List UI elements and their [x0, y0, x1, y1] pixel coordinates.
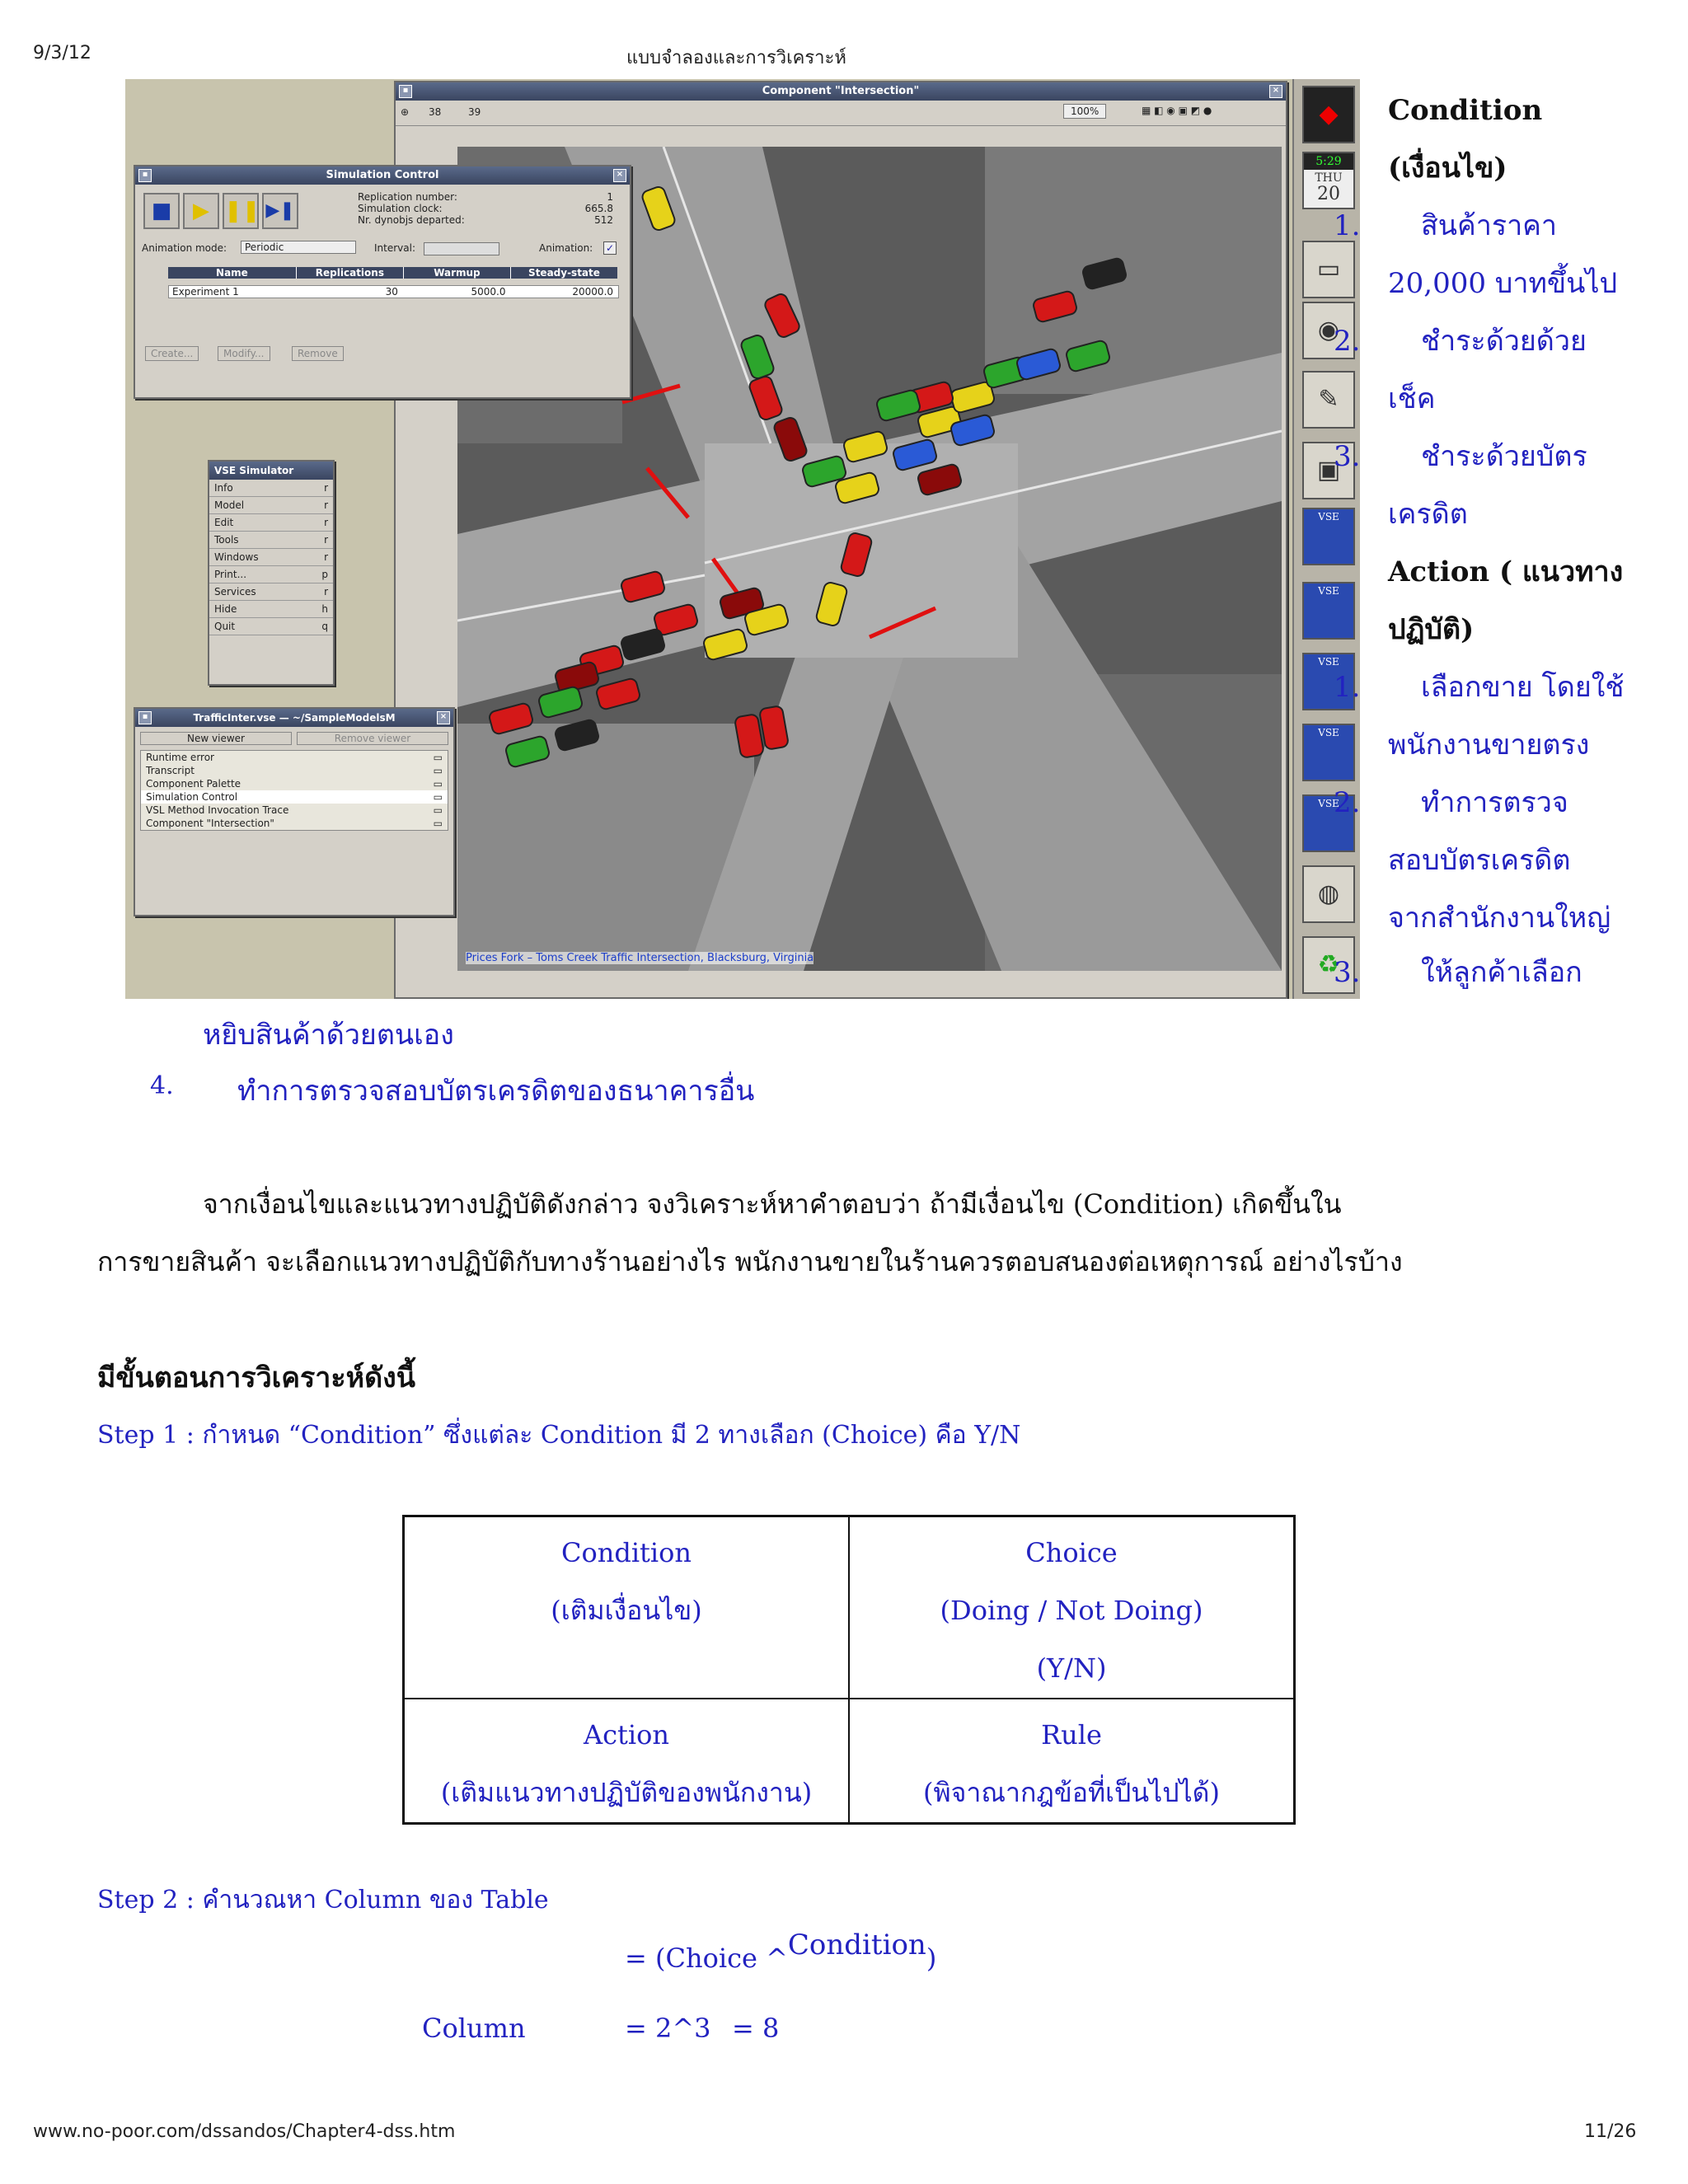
vse-menu-item[interactable]: Tools r — [209, 532, 333, 549]
interval-slider[interactable] — [424, 242, 499, 255]
zoom-select[interactable]: 100% — [1063, 104, 1106, 119]
component-toolbar — [396, 101, 1286, 126]
vse-menu-item[interactable]: Model r — [209, 497, 333, 514]
remove-button[interactable]: Remove — [292, 346, 344, 361]
vse-menu-item[interactable]: Hide h — [209, 601, 333, 618]
traffic-window-title: TrafficInter.vse — ~/SampleModelsM — [193, 712, 396, 724]
action2-num: 2. — [1334, 786, 1361, 819]
cond1-num: 1. — [1334, 209, 1361, 242]
action2-cont: สอบบัตรเครดิต — [1388, 844, 1571, 877]
animation-mode-label: Animation mode: — [142, 242, 227, 254]
experiments-table-header: Name Replications Warmup Steady-state — [168, 267, 617, 279]
notepad-icon[interactable]: ✎ — [1302, 371, 1355, 429]
column-expression: = 2^3 — [625, 2013, 711, 2044]
table-row[interactable]: Experiment 1 30 5000.0 20000.0 — [168, 285, 619, 298]
cond2-cont: เช็ค — [1388, 382, 1436, 415]
steps-heading: มีขั้นตอนการวิเคราะห์ดังนี้ — [97, 1361, 415, 1394]
list-item[interactable]: Transcript ▭ — [146, 765, 443, 776]
vse-menu-item[interactable]: Print... p — [209, 566, 333, 583]
vse-simulator-menu — [208, 460, 335, 686]
vse-tool-1-icon[interactable]: VSE — [1302, 508, 1355, 565]
paragraph-line1: จากเงื่อนไขและแนวทางปฏิบัติดังกล่าว จงวิเคราะห์หาคำตอบว่า ถ้ามีเงื่อนไข (Condition) เกิดขึ้นใน — [203, 1188, 1342, 1220]
toolbar-icons[interactable]: ▦ ◧ ◉ ▣ ◩ ● — [1142, 105, 1212, 116]
traffic-inter-window — [134, 707, 455, 916]
remove-viewer-button[interactable]: Remove viewer — [297, 732, 448, 745]
cond3-num: 3. — [1334, 440, 1361, 473]
animation-label: Animation: — [539, 242, 593, 254]
close-icon[interactable]: × — [613, 169, 626, 182]
vse-menu-items — [209, 480, 333, 635]
window-menu-icon[interactable]: ▪ — [138, 711, 152, 724]
vse-menu-item[interactable]: Info r — [209, 480, 333, 497]
column-label: Column — [422, 2013, 526, 2044]
animation-checkbox[interactable]: ✓ — [603, 241, 617, 255]
condition-cell: Condition (เติมเงื่อนไข) — [404, 1516, 850, 1699]
condition-table — [402, 1515, 1296, 1825]
step-button[interactable]: ▶❚ — [262, 193, 298, 229]
stop-button[interactable]: ■ — [143, 193, 180, 229]
coord-y: 39 — [468, 106, 481, 118]
paragraph-line2: การขายสินค้า จะเลือกแนวทางปฏิบัติกับทางร้านอย่างไร พนักงานขายในร้านควรตอบสนองต่อเหตุการณ์ อย่างไรบ้าง — [97, 1246, 1403, 1277]
vse-menu-item[interactable]: Edit r — [209, 514, 333, 532]
map-caption: Prices Fork – Toms Creek Traffic Intersection, Blacksburg, Virginia — [466, 952, 814, 964]
vse-tool-4-icon[interactable]: VSE — [1302, 724, 1355, 781]
step2-text: Step 2 : คำนวณหา Column ของ Table — [97, 1886, 549, 1915]
action-cell: Action (เติมแนวทางปฏิบัติของพนักงาน) — [404, 1699, 850, 1824]
eye-icon[interactable]: ◉ — [1302, 302, 1355, 359]
list-item[interactable]: Component "Intersection" ▭ — [146, 818, 443, 829]
window-menu-icon[interactable]: ▪ — [399, 85, 412, 98]
clock-icon[interactable]: 5:29 THU 20 — [1302, 152, 1355, 209]
vse-tool-2-icon[interactable]: VSE — [1302, 582, 1355, 640]
item4-text: ทำการตรวจสอบบัตรเครดิตของธนาคารอื่น — [237, 1075, 755, 1108]
nextstep-cube-icon[interactable]: ◆ — [1302, 86, 1355, 143]
terminal-icon[interactable]: ▭ — [1302, 241, 1355, 298]
cond1-cont: 20,000 บาทขึ้นไป — [1388, 267, 1618, 300]
list-item[interactable]: Component Palette ▭ — [146, 778, 443, 790]
column-result: = 8 — [732, 2013, 780, 2044]
rule-cell: Rule (พิจาณากฎข้อที่เป็นไปได้) — [849, 1699, 1295, 1824]
close-icon[interactable]: × — [1269, 85, 1282, 98]
coord-x: 38 — [429, 106, 442, 118]
pause-button[interactable]: ❚❚ — [223, 193, 259, 229]
page-title: แบบจำลองและการวิเคราะห์ — [626, 48, 846, 68]
action3-num: 3. — [1334, 956, 1361, 989]
monitor-icon[interactable]: ▣ — [1302, 442, 1355, 499]
condition-heading: Condition — [1388, 94, 1543, 127]
list-item[interactable]: Runtime error ▭ — [146, 752, 443, 763]
vse-tool-5-icon[interactable]: VSE — [1302, 794, 1355, 852]
recycle-icon[interactable]: ♻ — [1302, 936, 1355, 994]
new-viewer-button[interactable]: New viewer — [140, 732, 292, 745]
snap-icon[interactable]: ⊕ — [401, 106, 410, 118]
vse-menu-title: VSE Simulator — [209, 462, 333, 480]
vse-menu-item[interactable]: Windows r — [209, 549, 333, 566]
traffic-item-list — [140, 750, 448, 831]
cond3-text: ชำระด้วยบัตร — [1421, 440, 1587, 473]
close-icon[interactable]: × — [437, 711, 450, 724]
simulation-control-window — [134, 165, 631, 399]
page-number: 11/26 — [1584, 2121, 1637, 2142]
step1-text: Step 1 : กำหนด “Condition” ซึ่งแต่ละ Condition มี 2 ทางเลือก (Choice) คือ Y/N — [97, 1421, 1021, 1450]
action-heading: Action ( แนวทาง — [1388, 555, 1624, 588]
action3-cont: หยิบสินค้าด้วยตนเอง — [203, 1019, 454, 1052]
cond2-text: ชำระด้วยด้วย — [1421, 325, 1587, 358]
animation-mode-select[interactable]: Periodic — [241, 241, 356, 254]
cond2-num: 2. — [1334, 325, 1361, 358]
simulation-screenshot — [125, 79, 1360, 999]
action3-text: ให้ลูกค้าเลือก — [1421, 956, 1582, 989]
action1-num: 1. — [1334, 671, 1361, 704]
action-subheading: ปฏิบัติ) — [1388, 613, 1475, 646]
simulation-control-title: Simulation Control — [326, 169, 439, 181]
play-button[interactable]: ▶ — [183, 193, 219, 229]
cond1-text: สินค้าราคา — [1421, 209, 1558, 242]
vse-tool-3-icon[interactable]: VSE — [1302, 653, 1355, 710]
component-window-title: Component "Intersection" — [762, 85, 920, 97]
vse-menu-item[interactable]: Quit q — [209, 618, 333, 635]
window-menu-icon[interactable]: ▪ — [138, 169, 152, 182]
cond3-cont: เครดิต — [1388, 498, 1468, 531]
action1-text: เลือกขาย โดยใช้ — [1421, 671, 1625, 704]
create-button[interactable]: Create... — [145, 346, 199, 361]
action1-cont: พนักงานขายตรง — [1388, 729, 1590, 762]
list-item[interactable]: VSL Method Invocation Trace ▭ — [146, 804, 443, 816]
vse-menu-item[interactable]: Services r — [209, 583, 333, 601]
list-item[interactable]: Simulation Control ▭ — [141, 790, 448, 804]
interval-label: Interval: — [374, 242, 415, 254]
footer-url[interactable]: www.no-poor.com/dssandos/Chapter4-dss.htm — [33, 2121, 456, 2142]
globe-icon[interactable]: ◍ — [1302, 865, 1355, 923]
action2-text: ทำการตรวจ — [1421, 786, 1568, 819]
choice-cell: Choice (Doing / Not Doing) (Y/N) — [849, 1516, 1295, 1699]
condition-subheading: (เงื่อนไข) — [1388, 152, 1507, 185]
item4-num: 4. — [150, 1071, 174, 1100]
column-formula: = (Choice ^Condition) — [625, 1929, 937, 1974]
print-date: 9/3/12 — [33, 43, 91, 63]
modify-button[interactable]: Modify... — [218, 346, 270, 361]
sim-stats: Replication number: 1 Simulation clock: 665.8 Nr. dynobjs departed: 512 — [358, 191, 613, 226]
action2-cont2: จากสำนักงานใหญ่ — [1388, 902, 1611, 935]
